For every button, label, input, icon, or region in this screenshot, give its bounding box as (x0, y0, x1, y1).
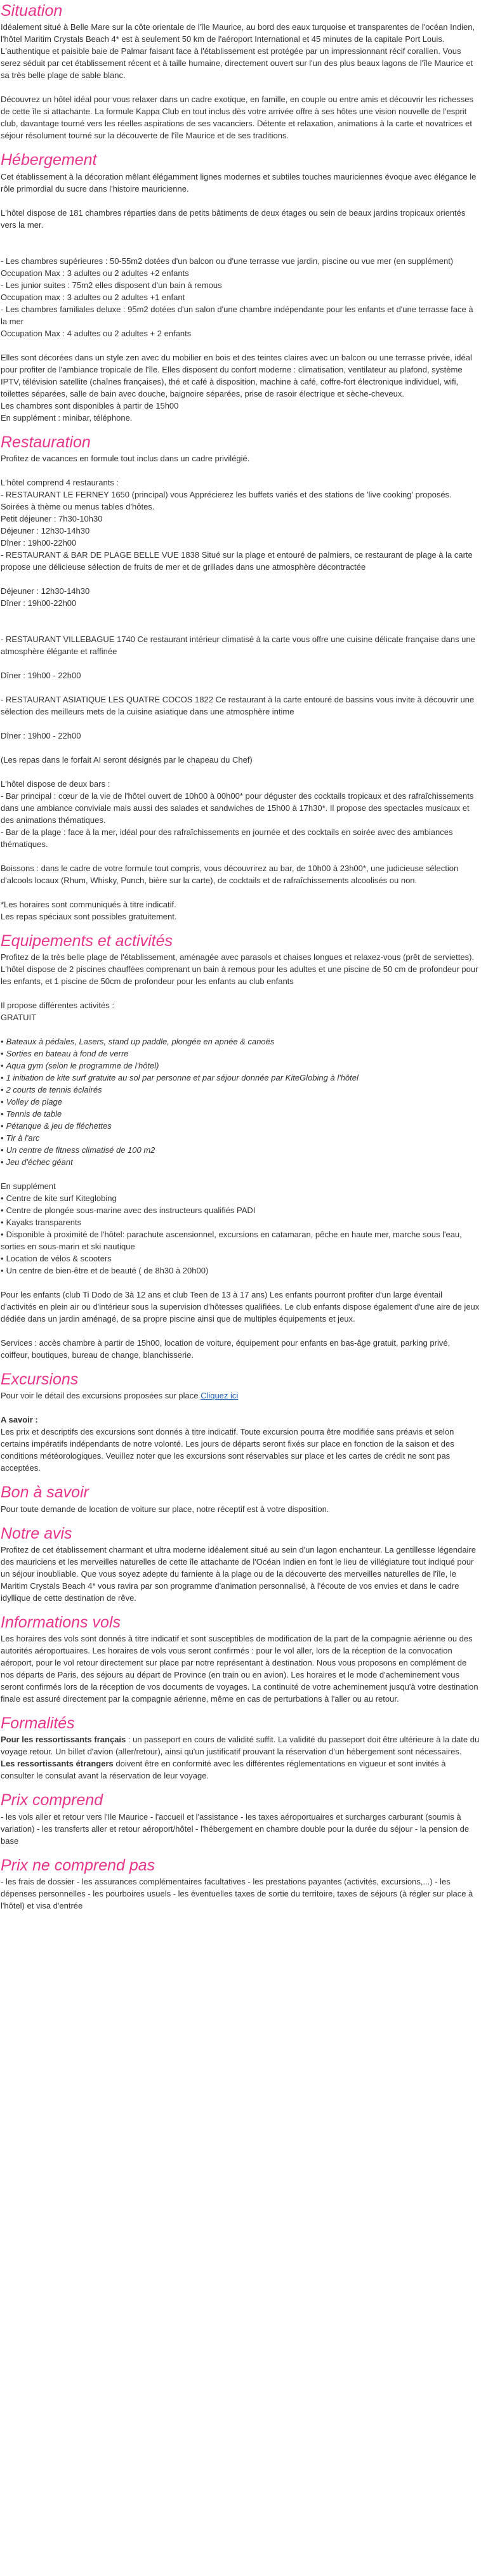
list-item: • Pétanque & jeu de fléchettes (1, 1120, 480, 1132)
list-item: • Tir à l'arc (1, 1132, 480, 1144)
restaurant-line: - RESTAURANT ASIATIQUE LES QUATRE COCOS 1822 Ce restaurant à la carte entouré de bassins vous invite à découvrir une sélection des meilleurs mets de la cuisine asiatique dans une atmosphère intime (1, 694, 475, 716)
room-line: - Les chambres familiales deluxe : 95m2 dotées d'un salon d'une chambre indépendante pour les enfants et d'une terrasse face à la mer (1, 304, 473, 326)
restaurant-line: - RESTAURANT LE FERNEY 1650 (principal) vous Apprécierez les buffets variés et des stations de 'live cooking' proposés. Soirées à thème ou menus tables d'hôtes. (1, 489, 452, 511)
restaurant-note: (Les repas dans le forfait AI seront désignés par le chapeau du Chef) (1, 754, 253, 765)
list-item: • Volley de plage (1, 1096, 480, 1108)
vols-paragraph: Les horaires des vols sont donnés à titre indicatif et sont susceptibles de modification de la part de la compagnie aérienne ou des autorités aéroportuaires. Les horaires de vols vous seront confirmés : pour le vol aller, lors de la réception de la convocation aéroport, pour le vol retour directement sur place par notre représentant à destination. Nous vous proposons en complément de nos départs de Paris, des séjours au départ de Province (en train ou en avion). Les horaires et le mode d'acheminement vous seront confirmés lors de la réception de vos documents de voyages. La continuité de votre acheminement jusqu'à votre destination finale est assuré directement par la compagnie aérienne, même en cas de perturbations à l'aller ou au retour. (1, 1634, 478, 1704)
list-item: • 1 initiation de kite surf gratuite au sol par personne et par séjour donnée par KiteGlobing à l'hôtel (1, 1072, 480, 1084)
equipements-intro: Profitez de la très belle plage de l'établissement, aménagée avec parasols et chaises longues et relaxez-vous (prêt de serviettes). L'hôtel dispose de 2 piscines chauffées comprenant un bain à remous pour les adultes et une piscine de 50 cm de profondeur pour les enfants, et 1 piscine de 50cm de profondeur pour les enfants au club enfants (1, 952, 478, 986)
formalites-french-label: Pour les ressortissants français (1, 1735, 126, 1745)
situation-paragraph-1: Idéalement situé à Belle Mare sur la côte orientale de l'île Maurice, au bord des eaux turquoise et transparentes de l'océan Indien, l'hôtel Maritim Crystals Beach 4* est à seulement 50 km de l'aéroport International et 45 minutes de la capitale Port Louis. L'authentique et paisible baie de Palmar faisant face à l'établissement est protégée par un impressionnant récif corallien. Vous serez séduit par cet établissement récent et à taille humaine, directement ouvert sur l'un des plus beaux lagons de l'île Maurice et sa très belle plage de sable blanc. (1, 22, 475, 81)
section-title-notre-avis: Notre avis (1, 1524, 72, 1542)
section-notre-avis (1, 1521, 480, 1604)
prix-paragraph: - les vols aller et retour vers l'Ile Maurice - l'accueil et l'assistance - les taxes aéroportuaires et surcharges carburant (soumis à variation) - les transferts aller et retour aéroport/hôtel - l'hébergement en chambre double pour la durée du séjour - la pension de base (1, 1811, 470, 1846)
services-paragraph: Services : accès chambre à partir de 15h00, location de voiture, équipement pour enfants en bas-âge gratuit, parking privé, coiffeur, boutiques, bureau de change, blanchisserie. (1, 1338, 451, 1360)
section-title-excursions: Excursions (1, 1370, 79, 1388)
kids-club-paragraph: Pour les enfants (club Ti Dodo de 3à 12 ans et club Teen de 13 à 17 ans) Les enfants pourront profiter d'un large éventail d'activités en plein air ou d'intérieur sous la supervision d'hôtesses qualifiées. Le club enfants dispose également d'une aire de jeux dédiée dans un jardin aménagé, de sa propre piscine ainsi que de multiples équipements et jeux. (1, 1290, 480, 1324)
section-title-equipements: Equipements et activités (1, 931, 173, 950)
room-line: Occupation max : 3 adultes ou 2 adultes +1 enfant (1, 292, 185, 302)
room-line: - Les chambres supérieures : 50-55m2 dotées d'un balcon ou d'une terrasse vue jardin, piscine ou vue mer (en supplément) (1, 256, 454, 266)
restaurant-hours: Dîner : 19h00-22h00 (1, 598, 77, 608)
section-title-prix-comprend: Prix comprend (1, 1791, 103, 1810)
section-title-informations-vols: Informations vols (1, 1613, 121, 1631)
list-item: • Un centre de bien-être et de beauté ( de 8h30 à 20h00) (1, 1265, 480, 1277)
hours-note: *Les horaires sont communiqués à titre indicatif. (1, 899, 176, 909)
section-prix-comprend (1, 1788, 480, 1846)
free-label: GRATUIT (1, 1013, 37, 1022)
bar-line: - Bar principal : cœur de la vie de l'hôtel ouvert de 10h00 à 00h00* pour déguster des cocktails tropicaux et des rafraîchissements dans une ambiance conviviale mais aussi des salades et sandwiches de 15h00 à 17h30*. Il propose des spectacles musicaux et des animations thématiques. (1, 791, 474, 825)
section-prix-ne-comprend-pas (1, 1853, 480, 1912)
formalites-foreign-text: doivent être en conformité avec les différentes réglementations en vigueur et sont invités à consulter le consulat avant la réservation de leur voyage. (1, 1759, 446, 1781)
know-paragraph: Les prix et descriptifs des excursions sont donnés à titre indicatif. Toute excursion pourra être modifiée sans préavis et selon certains impératifs indépendants de notre volonté. Les jours de départs seront fixés sur place en fonction de la saison et des conditions météorologiques. Veuillez noter que les excursions sont réservables sur place et les cartes de crédit ne sont pas acceptées. (1, 1427, 454, 1473)
know-title: A savoir : (1, 1415, 38, 1425)
restaurant-line: Dîner : 19h00-22h00 (1, 537, 77, 548)
section-title-situation: Situation (1, 2, 63, 20)
restaurant-hours: Déjeuner : 12h30-14h30 (1, 586, 90, 596)
nonprix-paragraph: - les frais de dossier - les assurances complémentaires facultatives - les prestations payantes (activités, excursions,...) - les dépenses personnelles - les pourboires usuels - les éventuelles taxes de sortie du territoire, taxes de séjours (à régler sur place à l'hôtel) et visa d'entrée (1, 1876, 473, 1910)
hebergement-supplement: En supplément : minibar, téléphone. (1, 412, 133, 423)
excursions-text: Pour voir le détail des excursions proposées sur place (1, 1391, 201, 1401)
restaurant-line: L'hôtel comprend 4 restaurants : (1, 477, 119, 487)
restaurant-line: - RESTAURANT & BAR DE PLAGE BELLE VUE 1838 Situé sur la plage et entouré de palmiers, ce restaurant de plage à la carte propose une délicieuse sélection de fruits de mer et de grillades dans une atmosphère décontractée (1, 549, 473, 572)
formalites-french-text: : un passeport en cours de validité suffit. La validité du passeport doit être ultérieure à la date du voyage retour. Un billet d'avion (aller/retour), ainsi qu'un justificatif prouvant la réservation d'un hébergement sont nécessaires. (1, 1735, 480, 1757)
free-activities-list (1, 1035, 480, 1168)
room-line: Occupation Max : 3 adultes ou 2 adultes +2 enfants (1, 268, 189, 278)
list-item: • Disponible à proximité de l'hôtel: parachute ascensionnel, excursions en catamaran, pêche en haute mer, marche sous l'eau, sorties en sous-marin et ski nautique (1, 1228, 480, 1252)
paid-activities-title: En supplément (1, 1181, 56, 1191)
section-title-hebergement: Hébergement (1, 151, 97, 169)
list-item: • Jeu d'échec géant (1, 1156, 480, 1168)
list-item: • 2 courts de tennis éclairés (1, 1084, 480, 1096)
restaurant-line: Petit déjeuner : 7h30-10h30 (1, 513, 103, 523)
excursions-link[interactable]: Cliquez ici (201, 1391, 239, 1401)
section-hebergement (1, 148, 480, 423)
list-item: • Centre de kite surf Kiteglobing (1, 1192, 480, 1204)
excursions-paragraph (1, 1390, 480, 1402)
paid-activities-list (1, 1192, 480, 1277)
formalites-french (1, 1733, 480, 1758)
formalites-foreign-label: Les ressortissants étrangers (1, 1759, 114, 1769)
room-line: Occupation Max : 4 adultes ou 2 adultes + 2 enfants (1, 328, 192, 338)
formalites-foreign (1, 1758, 480, 1782)
situation-paragraph-2: Découvrez un hôtel idéal pour vous relaxer dans un cadre exotique, en famille, en couple ou entre amis et découvrir les richesses de cette île si attachante. La formule Kappa Club en tout inclus dès votre arrivée offre à ses hôtes une vision nouvelle de l'esprit club, davantage tourné vers les réelles aspirations de ses vacanciers. Détente et relaxation, animations à la carte et novatrices et séjour résolument tourné sur la découverte de l'île Maurice et de ses traditions. (1, 95, 474, 141)
list-item: • Kayaks transparents (1, 1216, 480, 1228)
free-activities-title: Il propose différentes activités : (1, 1001, 114, 1010)
section-informations-vols (1, 1610, 480, 1705)
section-equipements (1, 929, 480, 1361)
section-bon-a-savoir (1, 1480, 480, 1515)
restaurant-hours: Dîner : 19h00 - 22h00 (1, 670, 81, 680)
restaurant-line: Déjeuner : 12h30-14h30 (1, 525, 90, 536)
hebergement-paragraph-3: Elles sont décorées dans un style zen avec du mobilier en bois et des teintes claires avec un balcon ou une terrasse privée, idéal pour profiter de l'ambiance tropicale de l'île. Elles disposent du confort moderne : climatisation, ventilateur au plafond, système IPTV, télévision satellite (chaînes françaises), thé et café à disposition, machine à café, coffre-fort électronique individuel, wifi, toilettes séparées, salle de bain avec douche, baignoire séparées, prise de rasoir électrique et sèche-cheveux. (1, 352, 472, 398)
hebergement-paragraph-2: L'hôtel dispose de 181 chambres réparties dans de petits bâtiments de deux étages ou sein de beaux jardins tropicaux orientés vers la mer. (1, 207, 466, 230)
bar-line: - Bar de la plage : face à la mer, idéal pour des rafraîchissements en journée et des cocktails en soirée avec des ambiances thématiques. (1, 827, 453, 849)
section-title-formalites: Formalités (1, 1714, 75, 1732)
restauration-intro: Profitez de vacances en formule tout inclus dans un cadre privilégié. (1, 453, 250, 463)
bon-paragraph: Pour toute demande de location de voiture sur place, notre réceptif est à votre disposition. (1, 1504, 329, 1514)
section-title-prix-ne-comprend-pas: Prix ne comprend pas (1, 1856, 155, 1874)
bar-line: L'hôtel dispose de deux bars : (1, 779, 110, 789)
list-item: • Centre de plongée sous-marine avec des instructeurs qualifiés PADI (1, 1204, 480, 1216)
special-meals-note: Les repas spéciaux sont possibles gratuitement. (1, 911, 177, 921)
restaurant-line: - RESTAURANT VILLEBAGUE 1740 Ce restaurant intérieur climatisé à la carte vous offre une cuisine délicate française dans une atmosphère élégante et raffinée (1, 634, 475, 656)
section-title-restauration: Restauration (1, 433, 91, 451)
list-item: • Aqua gym (selon le programme de l'hôtel) (1, 1060, 480, 1072)
hebergement-paragraph-1: Cet établissement à la décoration mêlant élégamment lignes modernes et subtiles touches mauriciennes évoque avec élégance le rôle primordial du sucre dans l'histoire mauricienne. (1, 171, 477, 194)
list-item: • Un centre de fitness climatisé de 100 m2 (1, 1144, 480, 1156)
section-excursions (1, 1367, 480, 1474)
list-item: • Sorties en bateau à fond de verre (1, 1048, 480, 1060)
section-restauration (1, 430, 480, 923)
drinks-paragraph: Boissons : dans le cadre de votre formule tout compris, vous découvrirez au bar, de 10h00 à 23h00*, une judicieuse sélection d'alcools locaux (Rhum, Whisky, Punch, bière sur la carte), de cocktails et de rafraîchissements alcoolisés ou non. (1, 863, 459, 885)
room-line: - Les junior suites : 75m2 elles disposent d'un bain à remous (1, 280, 222, 290)
restaurant-hours: Dîner : 19h00 - 22h00 (1, 730, 81, 740)
section-title-bon-a-savoir: Bon à savoir (1, 1483, 89, 1502)
list-item: • Location de vélos & scooters (1, 1252, 480, 1265)
section-situation (1, 0, 480, 141)
hebergement-availability: Les chambres sont disponibles à partir de 15h00 (1, 400, 179, 411)
section-formalites (1, 1711, 480, 1782)
avis-paragraph: Profitez de cet établissement charmant et ultra moderne idéalement situé au sein d'un lagon enchanteur. La gentillesse légendaire des mauriciens et les merveilles naturelles de cette île attachante de l'Océan Indien en font le lieu de villégiature tout indiqué pour un séjour inoubliable. Que vous soyez adepte du farniente à la plage ou de la découverte des merveilles naturelles de l'île, le Maritim Crystals Beach 4* vous ravira par son programme d'animation personnalisé, à l'écoute de vos envies et dans le cadre idyllique de cette destination de rêve. (1, 1544, 477, 1603)
list-item: • Tennis de table (1, 1108, 480, 1120)
list-item: • Bateaux à pédales, Lasers, stand up paddle, plongée en apnée & canoës (1, 1035, 480, 1048)
